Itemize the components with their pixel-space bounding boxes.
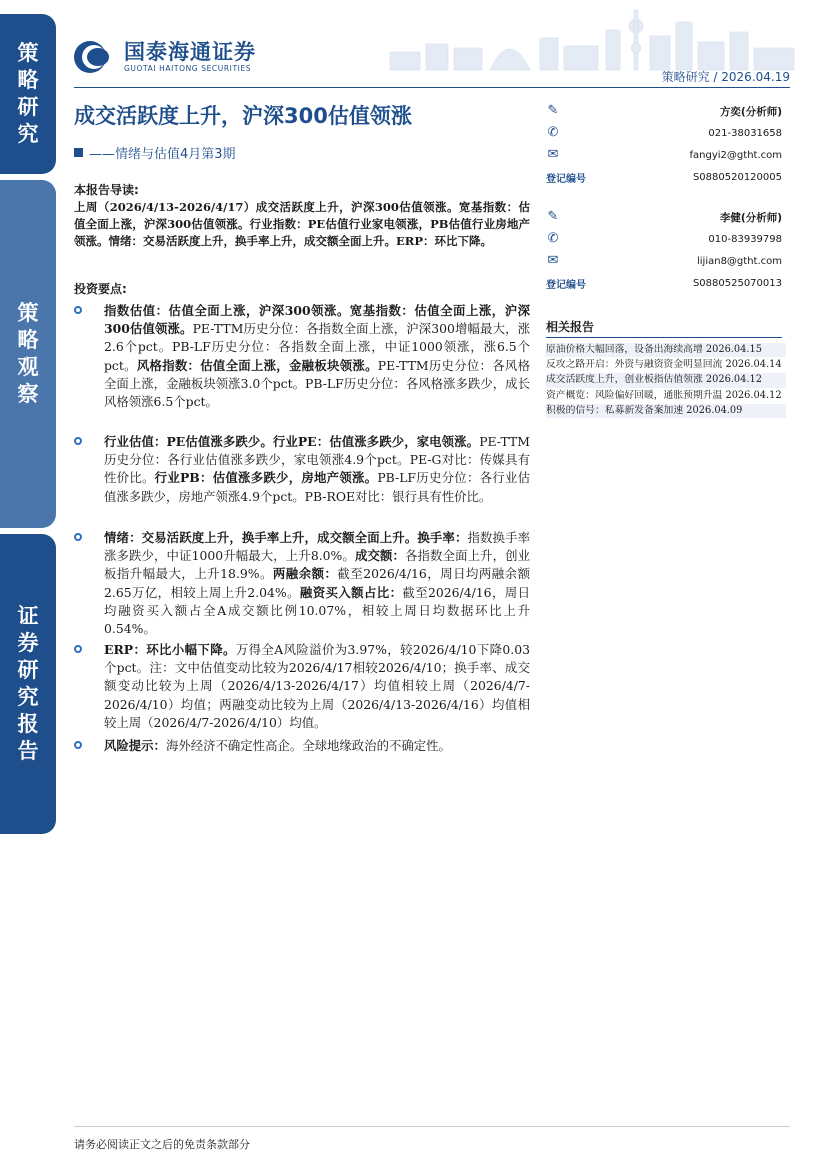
side-label-char: 策 — [17, 301, 39, 325]
side-label-char: 研 — [17, 95, 39, 119]
ring-bullet-icon — [74, 741, 82, 749]
email-icon: ✉ — [547, 253, 559, 268]
related-report-item[interactable]: 资产概览：风险偏好回暖，通胀预期升温 2026.04.12 — [546, 389, 782, 401]
brand-name-en: GUOTAI HAITONG SECURITIES — [124, 64, 252, 73]
point-text: PE-TTM历史分位：各行业估值涨多跌少，家电领涨4.9个pct。PE-G对比：传媒具有性价比。 — [104, 434, 530, 486]
related-report-item[interactable]: 反攻之路开启：外资与融资资金明显回流 2026.04.14 — [546, 359, 782, 371]
point-lead: 行业估值：PE估值涨多跌少。行业PE：估值涨多跌少，家电领涨。 — [104, 434, 480, 449]
header-divider — [74, 87, 790, 88]
ring-bullet-icon — [74, 306, 82, 314]
point-bold: 行业PB：估值涨多跌少，房地产领涨。 — [154, 470, 378, 486]
related-report-item[interactable]: 原油价格大幅回落，设备出海续高增 2026.04.15 — [546, 343, 786, 357]
point-index-valuation — [74, 302, 530, 433]
side-label-char: 略 — [17, 68, 39, 92]
related-reports-list — [546, 343, 786, 419]
registration-number: S0880520120005 — [692, 171, 782, 183]
side-label-char: 策 — [17, 41, 39, 65]
point-text: 万得全A风险溢价为3.97%，较2026/4/10下降0.03个pct。注：文中估值变动比较为2026/4/17相较2026/4/10；换手率、成交额变动比较为上周（2026/4/13-2026/4/17）均值相较上周（2026/4/7-2026/4/10）均值；两融变动比较为上周（2026/4/13-2026/4/16）均值相较上周（2026/4/7-2026/4/10）均值。 — [104, 642, 531, 730]
point-text: 指数换手率涨多跌少，中证1000升幅最大，上升8.0%。 — [104, 530, 531, 564]
disclaimer-note: 请务必阅读正文之后的免责条款部分 — [74, 1138, 250, 1151]
guide-heading: 本报告导读: — [74, 183, 139, 197]
point-bold: 两融余额： — [272, 566, 338, 582]
report-title: 成交活跃度上升，沪深300估值领涨 — [74, 104, 412, 128]
analyst-card-2 — [546, 206, 782, 294]
phone-icon: ✆ — [547, 125, 559, 140]
city-skyline-decoration — [380, 8, 800, 72]
side-label-strategy-observation — [0, 180, 56, 528]
registration-number: S0880525070013 — [692, 277, 782, 289]
point-lead: 指数估值：估值全面上涨，沪深300领涨。宽基指数：估值全面上涨，沪深300估值领涨。 — [104, 303, 530, 337]
related-reports-title: 相关报告 — [546, 320, 595, 334]
side-label-char: 告 — [17, 739, 39, 763]
side-label-char: 察 — [17, 382, 39, 406]
point-text: 截至2026/4/16，周日均融资买入额占全A成交额比例10.07%，相较上周日均数据环比上升0.54%。 — [104, 584, 530, 637]
side-label-char: 究 — [17, 122, 39, 146]
analyst-name: 李健(分析师) — [719, 211, 782, 224]
analyst-email[interactable]: fangyi2@gtht.com — [689, 149, 782, 161]
ring-bullet-icon — [74, 533, 82, 541]
side-label-char: 证 — [17, 604, 39, 628]
square-bullet-icon — [74, 148, 83, 157]
point-text: 各指数全面上升，创业板指升幅最大，上升18.9%。 — [104, 548, 531, 582]
point-erp — [74, 641, 530, 737]
related-report-item[interactable]: 成交活跃度上升，创业板指估值领涨 2026.04.12 — [546, 373, 786, 387]
investment-points — [74, 302, 530, 755]
point-lead: 情绪：交易活跃度上升，换手率上升，成交额全面上升。换手率： — [104, 530, 468, 545]
related-report-item[interactable]: 积极的信号：私募新发备案加速 2026.04.09 — [546, 404, 786, 418]
report-subtitle-text: ——情绪与估值4月第3期 — [89, 147, 236, 162]
side-label-securities-report — [0, 534, 56, 834]
guide-text: 上周（2026/4/13-2026/4/17）成交活跃度上升，沪深300估值领涨。宽基指数：估值全面上涨，沪深300估值领涨。行业指数：PE估值行业家电领涨，PB估值行业房地产领涨。情绪：交易活跃度上升，换手率上升，成交额全面上升。ERP：环比下降。 — [74, 200, 530, 248]
side-label-char: 究 — [17, 685, 39, 709]
registration-label: 登记编号 — [546, 279, 586, 291]
ring-bullet-icon — [74, 645, 82, 653]
side-label-strategy-research — [0, 14, 56, 174]
side-label-char: 报 — [17, 712, 39, 736]
side-label-char: 券 — [17, 631, 39, 655]
side-label-char: 观 — [17, 355, 39, 379]
email-icon: ✉ — [547, 147, 559, 162]
registration-label: 登记编号 — [546, 173, 586, 185]
point-text: 海外经济不确定性高企。全球地缘政治的不确定性。 — [165, 738, 451, 753]
point-industry-valuation — [74, 433, 530, 529]
phone-icon: ✆ — [547, 231, 559, 246]
analyst-phone: 021-38031658 — [708, 127, 782, 139]
related-reports-divider — [546, 337, 782, 338]
analyst-icon: ✎ — [547, 103, 559, 118]
point-text: PB-LF历史分位：各行业估值涨多跌少，房地产领涨4.9个pct。PB-ROE对比：银行具有性价比。 — [104, 470, 531, 504]
point-lead: 风险提示： — [104, 738, 166, 753]
brand-name-cn: 国泰海通证券 — [124, 40, 256, 64]
footer-divider — [74, 1126, 790, 1127]
analyst-email[interactable]: lijian8@gtht.com — [696, 255, 782, 267]
side-label-char: 研 — [17, 658, 39, 682]
analyst-card-1 — [546, 100, 782, 188]
points-heading: 投资要点: — [74, 282, 127, 296]
analyst-icon: ✎ — [547, 209, 559, 224]
brand-logo-icon — [74, 41, 120, 73]
analyst-name: 方奕(分析师) — [719, 105, 782, 118]
report-subtitle — [74, 143, 236, 162]
side-label-char: 略 — [17, 328, 39, 352]
analyst-phone: 010-83939798 — [708, 233, 782, 245]
point-bold: 成交额： — [354, 548, 406, 564]
point-text: 截至2026/4/16，周日均两融余额2.65万亿，相较上周上升2.04%。 — [104, 566, 530, 600]
report-category-date: 策略研究 / 2026.04.19 — [661, 70, 790, 84]
side-bar — [0, 0, 56, 1169]
point-risk — [74, 737, 530, 755]
brand-logo — [74, 40, 256, 73]
point-text: PE-TTM历史分位：各风格全面上涨，金融板块领涨3.0个pct。PB-LF历史分位：各风格涨多跌少，成长风格领涨6.5个pct。 — [104, 357, 530, 410]
point-sentiment — [74, 529, 530, 641]
point-text: PE-TTM历史分位：各指数全面上涨，沪深300增幅最大，涨2.6个pct。PB-LF历史分位：各指数全面上涨，中证1000领涨，涨6.5个pct。 — [104, 321, 530, 373]
point-bold: 融资买入额占比： — [299, 584, 403, 600]
ring-bullet-icon — [74, 437, 82, 445]
point-lead: ERP：环比小幅下降。 — [104, 642, 236, 657]
point-bold: 风格指数：估值全面上涨，金融板块领涨。 — [136, 357, 378, 373]
